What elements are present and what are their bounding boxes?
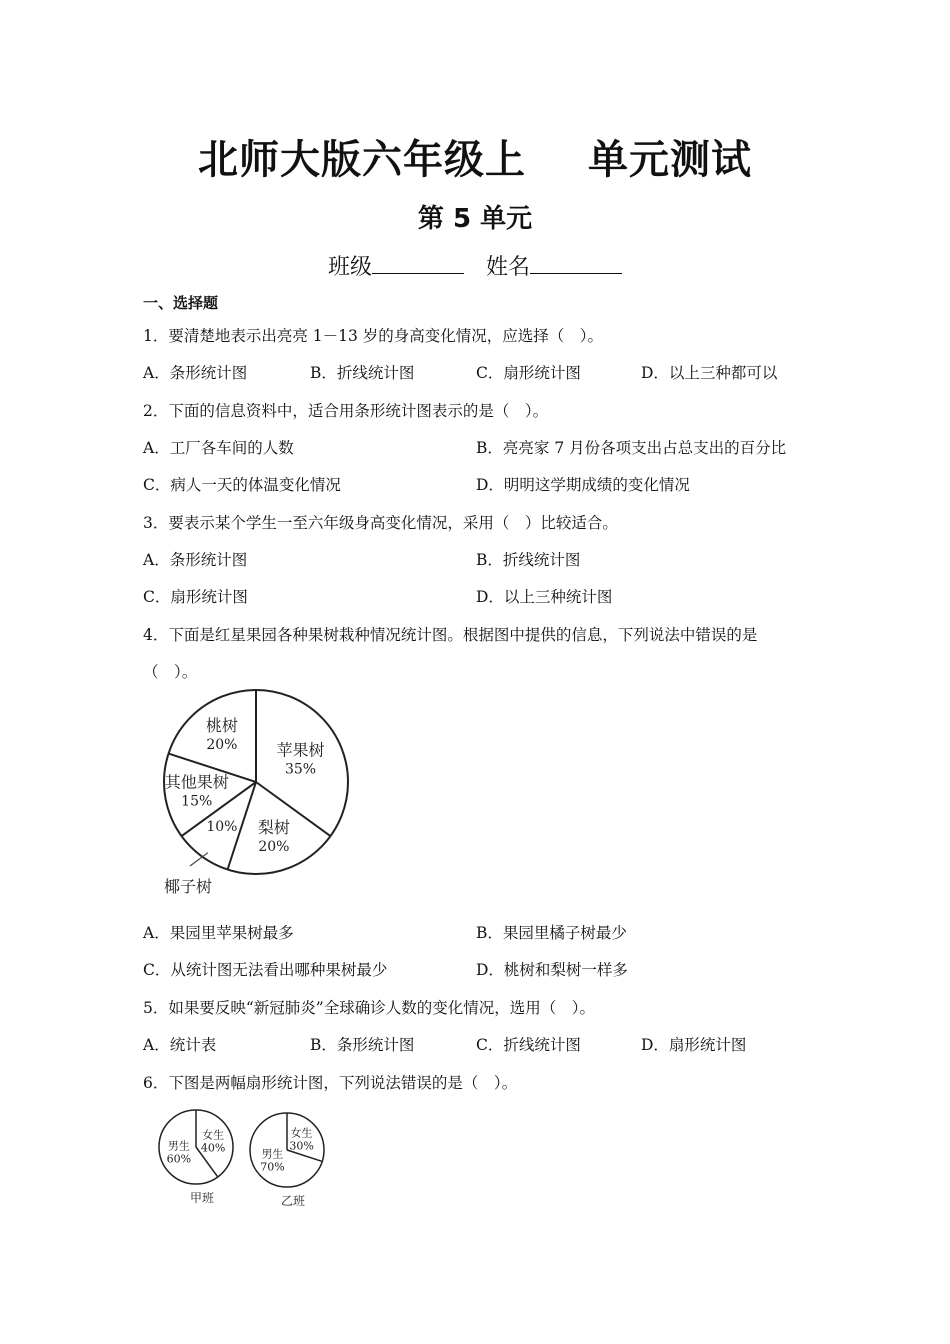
jia-slice-value-0: 40% bbox=[200, 1141, 226, 1155]
slice-name-4: 桃树 bbox=[205, 716, 238, 736]
question-5-option-c[interactable]: C．折线统计图 bbox=[476, 1036, 581, 1054]
coconut-callout-label: 椰子树 bbox=[163, 877, 213, 896]
yi-slice-value-0: 30% bbox=[289, 1139, 314, 1153]
slice-name-0: 苹果树 bbox=[276, 740, 325, 760]
question-3-option-b[interactable]: B．折线统计图 bbox=[476, 551, 581, 569]
jia-slice-name-0: 女生 bbox=[202, 1128, 225, 1142]
yi-slice-name-0: 女生 bbox=[290, 1126, 313, 1140]
yi-slice-value-1: 70% bbox=[260, 1160, 285, 1174]
slice-value-coconut: 10% bbox=[206, 818, 238, 835]
question-3-option-d[interactable]: D．以上三种统计图 bbox=[476, 588, 613, 606]
slice-value-3: 15% bbox=[181, 793, 213, 810]
question-4-option-c[interactable]: C．从统计图无法看出哪种果树最少 bbox=[143, 961, 388, 979]
question-5-option-d[interactable]: D．扇形统计图 bbox=[641, 1036, 747, 1054]
question-1-option-c[interactable]: C．扇形统计图 bbox=[476, 364, 581, 382]
question-5-option-a[interactable]: A．统计表 bbox=[143, 1036, 217, 1054]
question-4-stem: 4．下面是红星果园各种果树栽种情况统计图。根据图中提供的信息，下列说法中错误的是 bbox=[143, 626, 758, 644]
jia-slice-name-1: 男生 bbox=[167, 1139, 190, 1153]
class-blank[interactable] bbox=[372, 251, 464, 274]
slice-value-4: 20% bbox=[206, 737, 238, 754]
page-subtitle: 第 5 单元 bbox=[417, 204, 533, 234]
name-label: 姓名 bbox=[486, 255, 531, 280]
question-3-option-a[interactable]: A．条形统计图 bbox=[143, 551, 248, 569]
question-1-option-b[interactable]: B．折线统计图 bbox=[310, 364, 415, 382]
name-blank[interactable] bbox=[530, 251, 622, 274]
question-4-option-d[interactable]: D．桃树和梨树一样多 bbox=[476, 961, 628, 979]
student-info-line bbox=[0, 250, 950, 281]
question-5-option-b[interactable]: B．条形统计图 bbox=[310, 1036, 415, 1054]
class-pie-charts bbox=[150, 1105, 350, 1220]
question-5-stem: 5．如果要反映“新冠肺炎”全球确诊人数的变化情况，选用（ ）。 bbox=[143, 999, 595, 1017]
question-3-stem: 3．要表示某个学生一至六年级身高变化情况，采用（ ）比较适合。 bbox=[143, 514, 618, 532]
question-1-option-a[interactable]: A．条形统计图 bbox=[143, 364, 248, 382]
title-left: 北师大版六年级上 bbox=[198, 137, 526, 183]
jia-slice-value-1: 60% bbox=[166, 1152, 192, 1166]
slice-value-1: 20% bbox=[258, 839, 290, 856]
yi-caption: 乙班 bbox=[280, 1194, 306, 1208]
question-4-stem-cont: （ ）。 bbox=[143, 663, 198, 681]
question-2-option-a[interactable]: A．工厂各车间的人数 bbox=[143, 439, 294, 457]
orchard-pie-chart bbox=[150, 688, 370, 900]
section-heading: 一、选择题 bbox=[143, 294, 219, 312]
page-title bbox=[0, 128, 950, 185]
question-2-stem: 2．下面的信息资料中，适合用条形统计图表示的是（ ）。 bbox=[143, 402, 549, 420]
question-2-option-c[interactable]: C．病人一天的体温变化情况 bbox=[143, 476, 341, 494]
yi-slice-name-1: 男生 bbox=[261, 1147, 284, 1161]
question-1-stem: 1．要清楚地表示出亮亮 1－13 岁的身高变化情况，应选择（ ）。 bbox=[143, 327, 604, 345]
slice-value-0: 35% bbox=[284, 761, 317, 778]
question-1-option-d[interactable]: D．以上三种都可以 bbox=[641, 364, 778, 382]
question-3-option-c[interactable]: C．扇形统计图 bbox=[143, 588, 248, 606]
jia-caption: 甲班 bbox=[189, 1191, 215, 1205]
class-label: 班级 bbox=[327, 255, 372, 280]
slice-name-3: 其他果树 bbox=[164, 772, 229, 792]
slice-name-1: 梨树 bbox=[257, 818, 290, 838]
question-4-option-a[interactable]: A．果园里苹果树最多 bbox=[143, 924, 294, 942]
title-right: 单元测试 bbox=[588, 137, 752, 183]
question-4-option-b[interactable]: B．果园里橘子树最少 bbox=[476, 924, 627, 942]
question-2-option-b[interactable]: B．亮亮家 7 月份各项支出占总支出的百分比 bbox=[476, 439, 787, 457]
question-2-option-d[interactable]: D．明明这学期成绩的变化情况 bbox=[476, 476, 690, 494]
question-6-stem: 6．下图是两幅扇形统计图，下列说法错误的是（ ）。 bbox=[143, 1074, 518, 1092]
